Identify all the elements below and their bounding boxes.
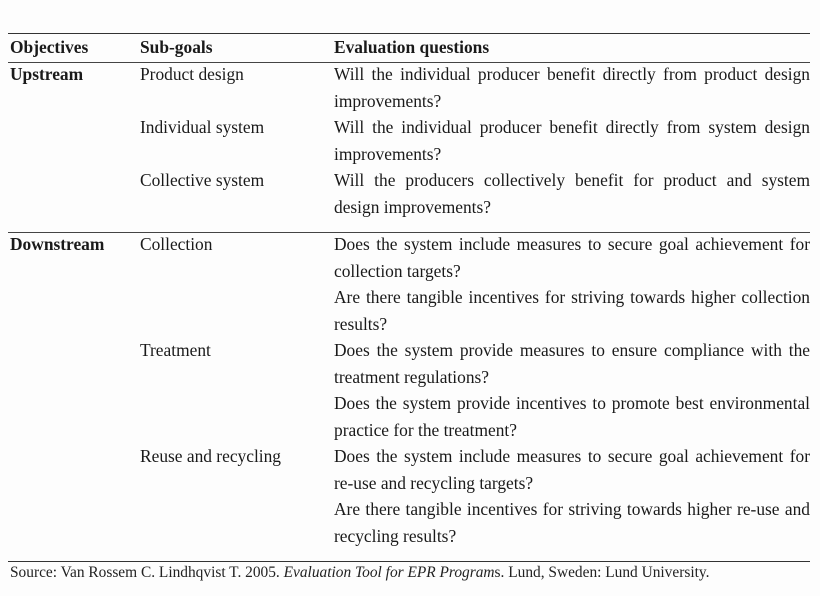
question-reuse-incentives: Are there tangible incentives for striving towards higher re-use and recycling results? [334, 499, 810, 546]
question-collection-measures: Does the system include measures to secure goal achievement for collection targets? [334, 234, 810, 281]
question-individual-system: Will the individual producer benefit directly from system design improvements? [334, 117, 810, 164]
subgoal-collection: Collection [140, 234, 213, 254]
source-title: Evaluation Tool for EPR Program [283, 564, 495, 581]
subgoal-reuse-recycling: Reuse and recycling [140, 446, 282, 466]
source-suffix: s. Lund, Sweden: Lund University. [494, 564, 710, 581]
question-reuse-measures: Does the system include measures to secure goal achievement for re-use and recycling targets? [334, 446, 810, 493]
subgoal-product-design: Product design [140, 64, 244, 84]
subgoal-collective-system: Collective system [140, 170, 265, 190]
header-objectives: Objectives [10, 37, 89, 57]
question-collection-incentives: Are there tangible incentives for striving towards higher collection results? [334, 287, 810, 334]
source-citation [10, 563, 709, 583]
question-treatment-incentives: Does the system provide incentives to promote best environmental practice for the treatment? [334, 393, 810, 440]
question-collective-system: Will the producers collectively benefit for product and system design improvements? [334, 170, 810, 217]
question-treatment-compliance: Does the system provide measures to ensure compliance with the treatment regulations? [334, 340, 810, 387]
table-bottom-rule [8, 561, 810, 562]
header-subgoals: Sub-goals [140, 37, 213, 57]
header-evaluation-questions: Evaluation questions [334, 37, 490, 57]
question-product-design: Will the individual producer benefit directly from product design improvements? [334, 64, 810, 111]
subgoal-individual-system: Individual system [140, 117, 265, 137]
subgoal-treatment: Treatment [140, 340, 211, 360]
objective-downstream: Downstream [10, 234, 105, 254]
objective-upstream: Upstream [10, 64, 84, 84]
source-prefix: Source: Van Rossem C. Lindhqvist T. 2005. [10, 564, 284, 581]
